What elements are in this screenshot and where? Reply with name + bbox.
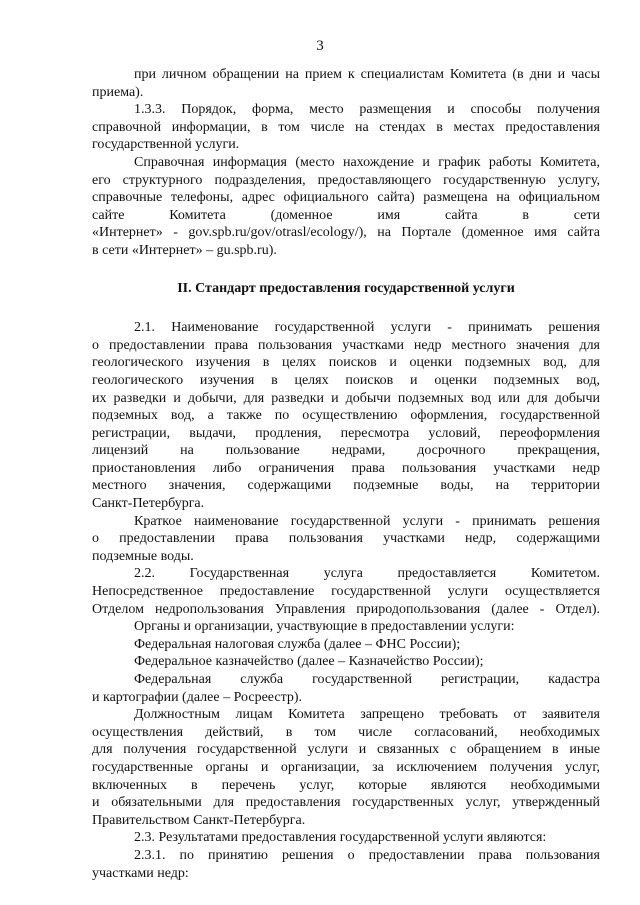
paragraph-line: подземных вод, а также по осуществлению оформления, государственной — [92, 408, 600, 424]
paragraph-line: о предоставлении права пользования участками недр местного значения для — [92, 337, 600, 353]
paragraph-line: участками недр: — [92, 865, 189, 881]
paragraph-line: сайте Комитета (доменное имя сайта в сети — [92, 207, 600, 223]
paragraph-line: геологического изучения в целях поисков и оценки подземных вод, для — [92, 355, 600, 371]
paragraph-line: Справочная информация (место нахождение и график работы Комитета, — [134, 154, 600, 170]
paragraph-line: 1.3.3. Порядок, форма, место размещения и способы получения — [134, 102, 600, 118]
paragraph-line: и обязательными для предоставления государственных услуг, утвержденный — [92, 795, 600, 811]
paragraph-line: осуществления действий, в том числе согласований, необходимых — [92, 724, 600, 740]
paragraph-line: лицензий на пользование недрами, досрочного прекращения, — [92, 443, 600, 459]
paragraph-line: Федеральная налоговая служба (далее – ФНС России); — [134, 636, 461, 652]
paragraph-line: Отделом недропользования Управления природопользования (далее - Отдел). — [92, 601, 600, 617]
page-number: 3 — [316, 38, 324, 54]
paragraph-line: Правительством Санкт-Петербурга. — [92, 812, 306, 828]
document-body — [92, 66, 600, 882]
paragraph-line: 2.2. Государственная услуга предоставляется Комитетом. — [134, 566, 600, 582]
paragraph-line: 2.1. Наименование государственной услуги - принимать решения — [134, 320, 600, 336]
paragraph-line: приема). — [92, 84, 144, 100]
paragraph-line: при личном обращении на прием к специалистам Комитета (в дни и часы — [134, 67, 600, 82]
paragraph-line: его структурного подразделения, предоставляющего государственную услугу, — [92, 172, 600, 188]
paragraph-line: Федеральное казначейство (далее – Казначейство России); — [134, 654, 484, 670]
paragraph-line: о предоставлении права пользования участками недр, содержащими — [92, 531, 600, 547]
paragraph-line: и картографии (далее – Росреестр). — [92, 689, 303, 705]
paragraph-line: 2.3. Результатами предоставления государственной услуги являются: — [134, 830, 547, 846]
paragraph-line: подземные воды. — [92, 548, 194, 564]
paragraph-line: справочной информации, в том числе на стендах в местах предоставления — [92, 119, 600, 135]
paragraph-line: 2.3.1. по принятию решения о предоставлении права пользования — [134, 847, 600, 863]
paragraph-line: Краткое наименование государственной услуги - принимать решения — [134, 513, 600, 529]
section-heading: II. Стандарт предоставления государственной услуги — [177, 280, 515, 296]
paragraph-line: включенных в перечень услуг, которые являются необходимыми — [92, 777, 600, 793]
paragraph-line: справочные телефоны, адрес официального сайта) размещена на официальном — [92, 190, 600, 206]
paragraph-line: в сети «Интернет» – gu.spb.ru). — [92, 242, 277, 258]
paragraph-line: регистрации, выдачи, продления, пересмотра условий, переоформления — [92, 425, 600, 441]
paragraph-line: Санкт-Петербурга. — [92, 496, 205, 512]
paragraph-line: Должностным лицам Комитета запрещено требовать от заявителя — [134, 707, 600, 723]
paragraph-line: Непосредственное предоставление государственной услуги осуществляется — [92, 584, 600, 600]
paragraph-line: приостановления либо ограничения права пользования участками недр — [92, 460, 600, 476]
paragraph-line: геологического изучения в целях поисков и оценки подземных вод, — [92, 372, 600, 388]
paragraph-line: местного значения, содержащими подземные воды, на территории — [92, 478, 600, 494]
paragraph-line: для получения государственной услуги и связанных с обращением в иные — [92, 742, 600, 758]
paragraph-line: государственные органы и организации, за исключением получения услуг, — [92, 759, 600, 775]
paragraph-line: «Интернет» - gov.spb.ru/gov/otrasl/ecology/), на Портале (доменное имя сайта — [92, 225, 600, 241]
paragraph-line: их разведки и добычи, для разведки и добычи подземных вод или для добычи — [92, 390, 600, 406]
paragraph-line: Федеральная служба государственной регистрации, кадастра — [134, 672, 600, 687]
paragraph-line: государственной услуги. — [92, 137, 240, 153]
paragraph-line: Органы и организации, участвующие в предоставлении услуги: — [134, 619, 515, 635]
